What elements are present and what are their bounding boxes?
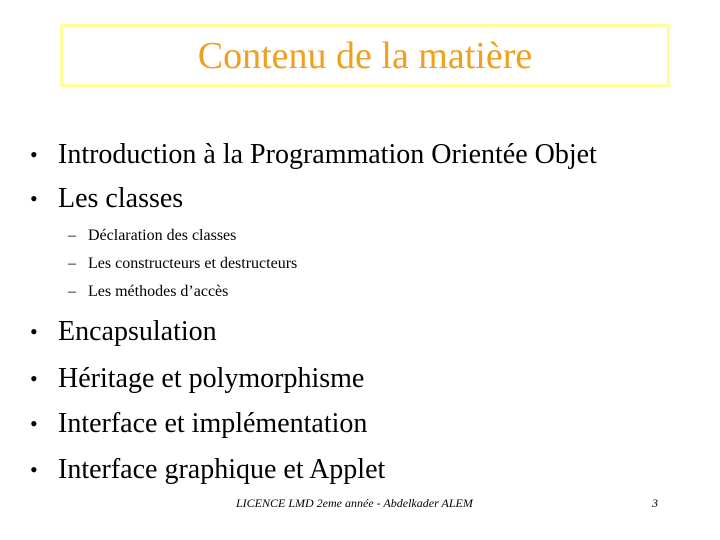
sub-item-constructeurs — [68, 256, 297, 272]
bullet-item-label: Introduction à la Programmation Orientée Objet — [58, 139, 597, 170]
slide-title: Contenu de la matière — [197, 34, 533, 77]
sub-item-label: Déclaration des classes — [88, 227, 237, 244]
bullet-icon: • — [30, 186, 38, 211]
sub-item-declaration — [68, 228, 236, 244]
page-number: 3 — [652, 496, 658, 510]
bullet-item-encapsulation — [30, 318, 217, 346]
dash-icon: – — [68, 255, 76, 272]
sub-item-label: Les méthodes d’accès — [88, 283, 229, 300]
bullet-item-label: Interface graphique et Applet — [58, 454, 386, 485]
sub-item-methodes — [68, 284, 228, 300]
bullet-item-label: Interface et implémentation — [58, 408, 368, 439]
bullet-item-classes — [30, 185, 183, 213]
bullet-item-label: Encapsulation — [58, 316, 217, 347]
bullet-icon: • — [30, 366, 38, 391]
bullet-icon: • — [30, 457, 38, 482]
title-box — [60, 24, 670, 87]
dash-icon: – — [68, 227, 76, 244]
sub-item-label: Les constructeurs et destructeurs — [88, 255, 298, 272]
bullet-icon: • — [30, 411, 38, 436]
bullet-item-interface — [30, 410, 367, 438]
dash-icon: – — [68, 283, 76, 300]
footer-text: LICENCE LMD 2eme année - Abdelkader ALEM — [236, 496, 473, 510]
bullet-item-label: Héritage et polymorphisme — [58, 363, 365, 394]
slide-footer — [0, 496, 720, 516]
bullet-item-interface-graphique — [30, 456, 385, 484]
bullet-item-intro-poo — [30, 141, 597, 169]
bullet-icon: • — [30, 319, 38, 344]
bullet-icon: • — [30, 142, 38, 167]
bullet-item-heritage — [30, 365, 364, 393]
bullet-item-label: Les classes — [58, 183, 184, 214]
